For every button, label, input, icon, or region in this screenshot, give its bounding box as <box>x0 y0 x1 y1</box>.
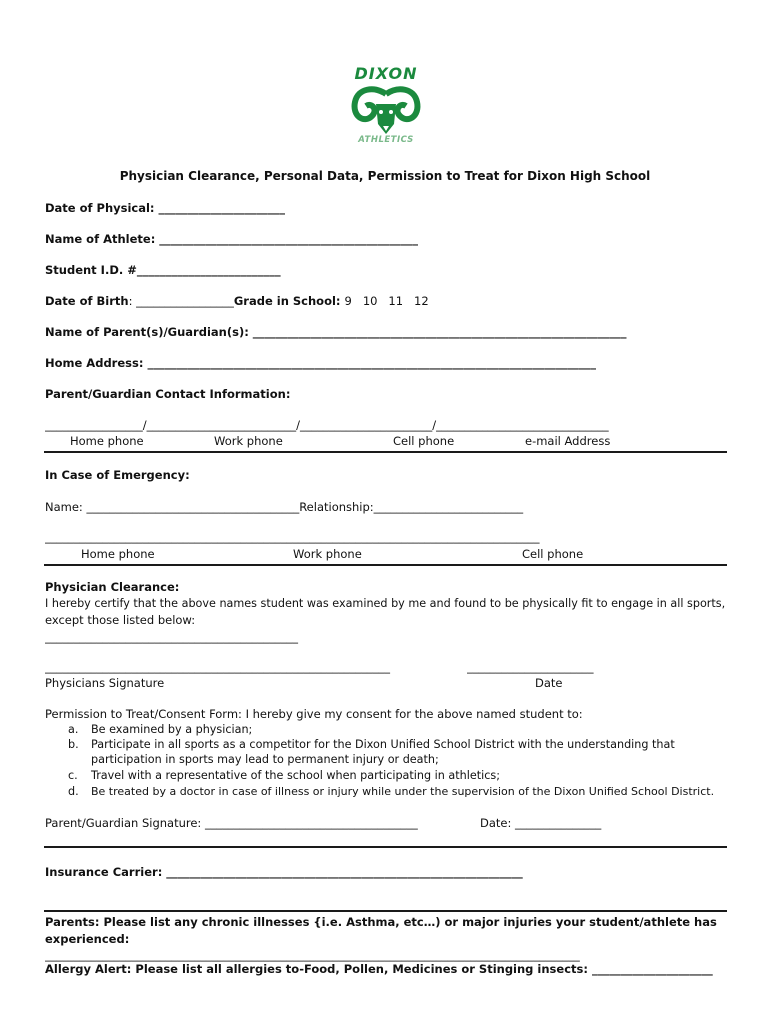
dob-field[interactable] <box>45 294 429 308</box>
illness-line[interactable]: _____________________________________________________________________________________________ <box>45 948 580 962</box>
physician-signature-line[interactable]: ____________________________________________________________ <box>45 660 390 674</box>
contact-label-email: e-mail Address <box>525 434 611 448</box>
ram-logo-icon <box>350 84 422 136</box>
emergency-name-line[interactable]: Name: _____________________________________Relationship:__________________________ <box>45 500 524 514</box>
consent-item-b-cont: participation in sports may lead to permanent injury or death; <box>91 753 439 766</box>
physician-date-label: Date <box>535 676 563 690</box>
guardian-signature-field[interactable]: Parent/Guardian Signature: _____________________________________ <box>45 816 418 830</box>
grade-options[interactable]: 9 10 11 12 <box>344 294 429 308</box>
home-address-field[interactable]: Home Address: ______________________________________________________________________________ <box>45 356 596 370</box>
physician-except-line[interactable]: ____________________________________________ <box>45 630 298 644</box>
student-id-field[interactable]: Student I.D. #_________________________ <box>45 263 281 277</box>
logo-subtitle: ATHLETICS <box>358 135 414 145</box>
emergency-phone-line[interactable]: ______________________________________________________________________________________ <box>45 530 540 544</box>
consent-item-b: Participate in all sports as a competitor for the Dixon Unified School District with the understanding that <box>91 738 675 751</box>
physician-text-1: I hereby certify that the above names student was examined by me and found to be physically fit to engage in all sports, <box>45 597 726 610</box>
date-of-physical-field[interactable]: Date of Physical: ______________________ <box>45 201 286 215</box>
divider-2 <box>44 564 727 566</box>
allergy-field[interactable]: Allergy Alert: Please list all allergies to-Food, Pollen, Medicines or Stinging insects: _____________________ <box>45 962 713 976</box>
parent-names-field[interactable]: Name of Parent(s)/Guardian(s): _________________________________________________________________ <box>45 325 627 339</box>
logo-title: DIXON <box>354 64 418 83</box>
emergency-heading: In Case of Emergency: <box>45 468 190 482</box>
divider-3 <box>44 846 727 848</box>
physician-heading: Physician Clearance: <box>45 580 180 594</box>
divider-1 <box>44 451 727 453</box>
physician-text-2: except those listed below: <box>45 613 196 627</box>
contact-label-cell: Cell phone <box>393 434 455 448</box>
consent-item-a-marker: a. <box>68 723 79 736</box>
grade-label: Grade in School: <box>233 294 341 308</box>
consent-item-c: Travel with a representative of the school when participating in athletics; <box>91 769 500 782</box>
athlete-name-field[interactable]: Name of Athlete: _____________________________________________ <box>45 232 419 246</box>
consent-item-b-marker: b. <box>68 738 79 751</box>
consent-item-a: Be examined by a physician; <box>91 723 253 736</box>
consent-intro: Permission to Treat/Consent Form: I hereby give my consent for the above named student to: <box>45 707 583 721</box>
form-title: Physician Clearance, Personal Data, Permission to Treat for Dixon High School <box>119 169 651 183</box>
dob-label: Date of Birth <box>45 294 129 308</box>
emergency-label-home: Home phone <box>81 547 155 561</box>
consent-item-d: Be treated by a doctor in case of illness or injury while under the supervision of the Dixon Unified School District. <box>91 785 715 798</box>
emergency-label-work: Work phone <box>293 547 362 561</box>
consent-item-d-marker: d. <box>68 785 79 798</box>
contact-heading: Parent/Guardian Contact Information: <box>45 387 291 401</box>
contact-label-home: Home phone <box>70 434 144 448</box>
consent-item-c-marker: c. <box>68 769 78 782</box>
contact-label-work: Work phone <box>214 434 283 448</box>
physician-date-line[interactable]: ______________________ <box>467 660 594 674</box>
illness-text-2: experienced: <box>45 932 130 946</box>
illness-text-1: Parents: Please list any chronic illnesses {i.e. Asthma, etc…) or major injuries your student/athlete has <box>45 915 717 929</box>
emergency-label-cell: Cell phone <box>522 547 584 561</box>
insurance-field[interactable]: Insurance Carrier: ______________________________________________________________ <box>45 865 523 879</box>
divider-4 <box>44 910 727 912</box>
contact-line[interactable]: _________________/__________________________/_______________________/______________________________ <box>45 418 609 432</box>
dob-line[interactable]: : _________________ <box>128 294 234 308</box>
guardian-date-field[interactable]: Date: _______________ <box>480 816 602 830</box>
physician-signature-label: Physicians Signature <box>45 676 165 690</box>
